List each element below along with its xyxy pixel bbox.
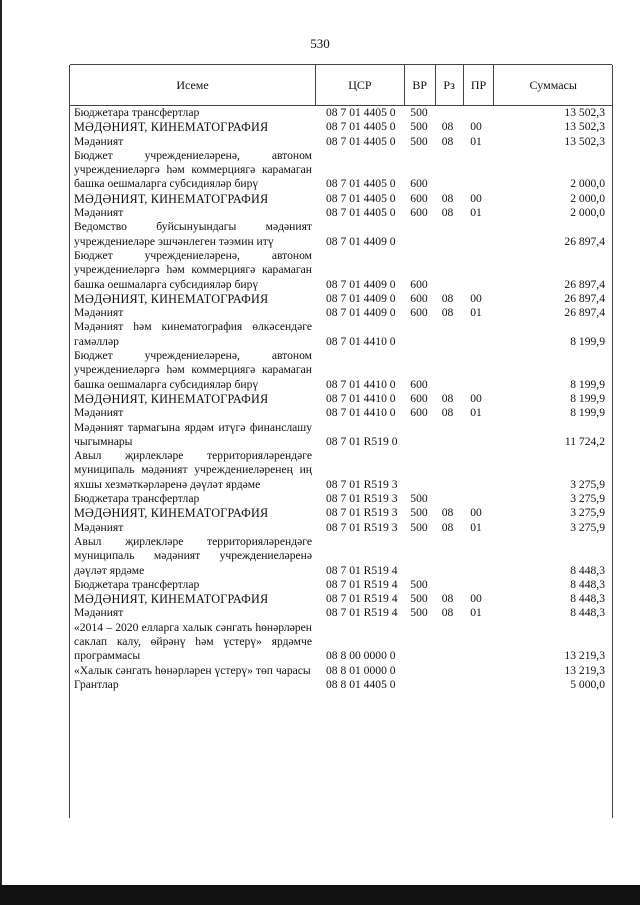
cell-rz xyxy=(434,249,461,292)
cell-sum: 3 275,9 xyxy=(570,520,605,534)
header-sum: Суммасы xyxy=(493,65,612,105)
cell-sum: 26 897,4 xyxy=(564,277,605,291)
cell-rz xyxy=(434,535,461,578)
cell-csr: 08 7 01 R519 3 xyxy=(326,506,398,520)
table-row xyxy=(70,406,612,420)
cell-name: Бюджет учреждениеләренә, автоном учреждениеләргә һәм коммерциягә карамаган башка оешмаларга субсидияләр бирү xyxy=(74,248,312,291)
cell-rz: 08 xyxy=(441,606,454,620)
cell-csr: 08 8 01 0000 0 xyxy=(326,663,396,677)
cell-csr: 08 8 00 0000 0 xyxy=(326,649,396,663)
table-header xyxy=(70,64,612,106)
cell-pr xyxy=(461,621,491,664)
table-row xyxy=(70,492,612,506)
cell-pr xyxy=(461,220,491,249)
header-name: Исеме xyxy=(176,77,209,92)
cell-vr xyxy=(404,449,434,492)
cell-pr: 01 xyxy=(470,520,482,534)
cell-pr xyxy=(461,449,491,492)
cell-csr: 08 7 01 4409 0 xyxy=(326,234,396,248)
cell-sum: 8 448,3 xyxy=(570,563,605,577)
cell-pr xyxy=(461,249,491,292)
cell-rz xyxy=(434,149,461,192)
cell-csr: 08 7 01 4410 0 xyxy=(326,334,396,348)
cell-name: Бюджет учреждениеләренә, автоном учреждениеләргә һәм коммерциягә карамаган башка оешмаларга субсидияләр бирү xyxy=(74,148,312,191)
cell-pr xyxy=(461,664,491,678)
cell-sum: 8 199,9 xyxy=(570,391,605,405)
cell-vr: 500 xyxy=(410,106,428,119)
cell-vr: 600 xyxy=(410,277,428,291)
cell-vr xyxy=(404,535,434,578)
cell-pr: 01 xyxy=(470,606,482,620)
cell-vr xyxy=(404,320,434,349)
cell-name: «Халык сәнгать һөнәрләрен үстерү» төп чарасы xyxy=(74,663,311,677)
cell-sum: 8 448,3 xyxy=(570,577,605,591)
cell-rz xyxy=(434,106,461,120)
cell-vr: 600 xyxy=(410,291,428,305)
table-row xyxy=(70,506,612,520)
cell-name: Бюджетара трансфертлар xyxy=(74,577,200,591)
cell-rz: 08 xyxy=(441,592,454,606)
cell-name: Мәдәният xyxy=(74,520,124,534)
cell-pr: 00 xyxy=(470,120,482,134)
cell-name: МӘДӘНИЯТ, КИНЕМАТОГРАФИЯ xyxy=(74,391,269,406)
cell-name: МӘДӘНИЯТ, КИНЕМАТОГРАФИЯ xyxy=(74,191,269,206)
cell-pr: 00 xyxy=(470,191,482,205)
cell-sum: 2 000,0 xyxy=(570,191,605,205)
cell-sum: 11 724,2 xyxy=(564,434,605,448)
cell-name: МӘДӘНИЯТ, КИНЕМАТОГРАФИЯ xyxy=(74,120,269,135)
header-rz: Рз xyxy=(435,65,463,105)
cell-pr xyxy=(461,535,491,578)
cell-sum: 13 219,3 xyxy=(564,649,605,663)
table-row xyxy=(70,449,612,492)
cell-rz xyxy=(434,349,461,392)
cell-name: Мәдәният xyxy=(74,406,124,420)
cell-rz xyxy=(434,621,461,664)
cell-name: Мәдәният xyxy=(74,606,124,620)
table-row xyxy=(70,421,612,450)
cell-vr: 500 xyxy=(410,606,428,620)
cell-pr: 01 xyxy=(470,306,482,320)
cell-vr: 500 xyxy=(410,492,428,506)
cell-csr: 08 7 01 4405 0 xyxy=(326,134,396,148)
table-row xyxy=(70,135,612,149)
table-row xyxy=(70,306,612,320)
cell-pr: 01 xyxy=(470,206,482,220)
table-row xyxy=(70,220,612,249)
cell-vr: 600 xyxy=(410,406,428,420)
cell-name: МӘДӘНИЯТ, КИНЕМАТОГРАФИЯ xyxy=(74,506,269,521)
cell-pr xyxy=(461,578,491,592)
cell-csr: 08 7 01 4409 0 xyxy=(326,277,396,291)
table-row xyxy=(70,592,612,606)
cell-vr xyxy=(404,621,434,664)
cell-pr xyxy=(461,678,491,692)
cell-sum: 8 199,9 xyxy=(570,377,605,391)
cell-sum: 13 219,3 xyxy=(564,663,605,677)
cell-sum: 3 275,9 xyxy=(570,506,605,520)
cell-csr: 08 7 01 4405 0 xyxy=(326,106,396,119)
table-row xyxy=(70,621,612,664)
cell-sum: 8 199,9 xyxy=(570,334,605,348)
cell-vr: 500 xyxy=(410,577,428,591)
cell-name: Авыл җирлекләре территорияләрендәге муниципаль мәдәният учреждениеләренә дәүләт ярдәме xyxy=(74,534,312,577)
cell-csr: 08 7 01 R519 4 xyxy=(326,563,398,577)
header-vr: ВР xyxy=(404,65,435,105)
cell-csr: 08 7 01 R519 4 xyxy=(326,592,398,606)
cell-sum: 13 502,3 xyxy=(564,134,605,148)
cell-rz: 08 xyxy=(441,406,454,420)
budget-table xyxy=(69,65,613,818)
cell-name: Мәдәният һәм кинематография өлкәсендәге гамәлләр xyxy=(74,320,312,348)
cell-rz xyxy=(434,449,461,492)
cell-pr: 01 xyxy=(470,134,482,148)
cell-name: Грантлар xyxy=(74,677,119,691)
cell-sum: 8 448,3 xyxy=(570,592,605,606)
cell-vr: 500 xyxy=(410,520,428,534)
cell-csr: 08 7 01 4405 0 xyxy=(326,120,396,134)
cell-vr: 600 xyxy=(410,377,428,391)
cell-vr xyxy=(404,664,434,678)
table-row xyxy=(70,349,612,392)
table-row xyxy=(70,664,612,678)
cell-csr: 08 7 01 4410 0 xyxy=(326,377,396,391)
table-row xyxy=(70,149,612,192)
cell-rz: 08 xyxy=(441,506,454,520)
cell-sum: 3 275,9 xyxy=(570,492,605,506)
cell-rz xyxy=(434,220,461,249)
cell-name: МӘДӘНИЯТ, КИНЕМАТОГРАФИЯ xyxy=(74,592,269,607)
page-number: 530 xyxy=(310,36,330,51)
table-row xyxy=(70,249,612,292)
table-row xyxy=(70,206,612,220)
cell-pr xyxy=(461,421,491,450)
cell-name: МӘДӘНИЯТ, КИНЕМАТОГРАФИЯ xyxy=(74,291,269,306)
cell-sum: 26 897,4 xyxy=(564,234,605,248)
cell-pr: 00 xyxy=(470,506,482,520)
cell-csr: 08 8 01 4405 0 xyxy=(326,677,396,691)
cell-rz: 08 xyxy=(441,291,454,305)
cell-sum: 26 897,4 xyxy=(564,306,605,320)
header-csr: ЦСР xyxy=(315,65,404,105)
cell-vr xyxy=(404,678,434,692)
cell-name: Мәдәният xyxy=(74,206,124,220)
cell-pr xyxy=(461,349,491,392)
cell-sum: 26 897,4 xyxy=(564,291,605,305)
cell-name: Мәдәният xyxy=(74,306,124,320)
cell-vr: 600 xyxy=(410,206,428,220)
table-body xyxy=(70,106,612,818)
cell-name: «2014 – 2020 елларга халык сәнгать һөнәрләрен саклап калу, өйрәнү һәм үстерү» ярдәмче программасы xyxy=(74,620,312,663)
cell-sum: 5 000,0 xyxy=(570,677,605,691)
cell-rz: 08 xyxy=(441,306,454,320)
cell-name: Ведомство буйсынуындагы мәдәният учреждениеләре эшчәнлеген тәэмин итү xyxy=(74,220,312,248)
cell-rz xyxy=(434,578,461,592)
cell-csr: 08 7 01 R519 3 xyxy=(326,477,398,491)
cell-rz: 08 xyxy=(441,391,454,405)
header-pr: ПР xyxy=(463,65,494,105)
cell-vr: 500 xyxy=(410,506,428,520)
table-row xyxy=(70,535,612,578)
cell-rz: 08 xyxy=(441,120,454,134)
cell-csr: 08 7 01 4409 0 xyxy=(326,306,396,320)
scan-edge-bottom xyxy=(0,885,640,905)
table-row xyxy=(70,106,612,120)
cell-rz xyxy=(434,320,461,349)
cell-rz xyxy=(434,664,461,678)
cell-vr: 600 xyxy=(410,391,428,405)
cell-name: Бюджетара трансфертлар xyxy=(74,492,200,506)
cell-sum: 8 199,9 xyxy=(570,406,605,420)
cell-rz: 08 xyxy=(441,520,454,534)
cell-rz: 08 xyxy=(441,134,454,148)
cell-csr: 08 7 01 R519 4 xyxy=(326,606,398,620)
cell-name: Мәдәният тармагына ярдәм итүгә финанслашу чыгымнары xyxy=(74,420,312,448)
cell-name: Бюджетара трансфертлар xyxy=(74,106,200,119)
cell-csr: 08 7 01 R519 4 xyxy=(326,577,398,591)
cell-rz xyxy=(434,421,461,450)
cell-csr: 08 7 01 4405 0 xyxy=(326,177,396,191)
scan-edge-left xyxy=(0,0,2,905)
table-row xyxy=(70,606,612,620)
cell-vr: 600 xyxy=(410,177,428,191)
cell-sum: 13 502,3 xyxy=(564,106,605,119)
cell-csr: 08 7 01 R519 3 xyxy=(326,520,398,534)
cell-csr: 08 7 01 4410 0 xyxy=(326,391,396,405)
cell-pr xyxy=(461,320,491,349)
cell-csr: 08 7 01 R519 3 xyxy=(326,492,398,506)
cell-pr xyxy=(461,106,491,120)
cell-csr: 08 7 01 4409 0 xyxy=(326,291,396,305)
cell-vr: 600 xyxy=(410,306,428,320)
table-row xyxy=(70,192,612,206)
cell-csr: 08 7 01 4410 0 xyxy=(326,406,396,420)
cell-pr xyxy=(461,492,491,506)
cell-name: Бюджет учреждениеләренә, автоном учреждениеләргә һәм коммерциягә карамаган башка оешмаларга субсидияләр бирү xyxy=(74,349,312,391)
cell-rz xyxy=(434,678,461,692)
cell-pr: 00 xyxy=(470,291,482,305)
table-row xyxy=(70,521,612,535)
table-row xyxy=(70,578,612,592)
cell-vr: 500 xyxy=(410,120,428,134)
cell-sum: 3 275,9 xyxy=(570,477,605,491)
cell-rz: 08 xyxy=(441,206,454,220)
table-row xyxy=(70,392,612,406)
cell-rz xyxy=(434,492,461,506)
cell-name: Мәдәният xyxy=(74,134,124,148)
table-row xyxy=(70,292,612,306)
cell-vr: 500 xyxy=(410,592,428,606)
cell-vr: 500 xyxy=(410,134,428,148)
cell-name: Авыл җирлекләре территорияләрендәге муниципаль мәдәният учреждениеләренең иң яхшы хезмәткәрләренә дәүләт ярдәме xyxy=(74,449,312,491)
cell-csr: 08 7 01 4405 0 xyxy=(326,191,396,205)
cell-pr: 01 xyxy=(470,406,482,420)
cell-sum: 2 000,0 xyxy=(570,177,605,191)
cell-vr: 600 xyxy=(410,191,428,205)
cell-pr: 00 xyxy=(470,391,482,405)
cell-rz: 08 xyxy=(441,191,454,205)
cell-sum: 2 000,0 xyxy=(570,206,605,220)
cell-csr: 08 7 01 R519 0 xyxy=(326,434,398,448)
cell-pr: 00 xyxy=(470,592,482,606)
cell-sum: 13 502,3 xyxy=(564,120,605,134)
table-row xyxy=(70,320,612,349)
table-row xyxy=(70,678,612,692)
cell-vr xyxy=(404,220,434,249)
cell-pr xyxy=(461,149,491,192)
cell-csr: 08 7 01 4405 0 xyxy=(326,206,396,220)
cell-sum: 8 448,3 xyxy=(570,606,605,620)
table-row xyxy=(70,120,612,134)
cell-vr xyxy=(404,421,434,450)
